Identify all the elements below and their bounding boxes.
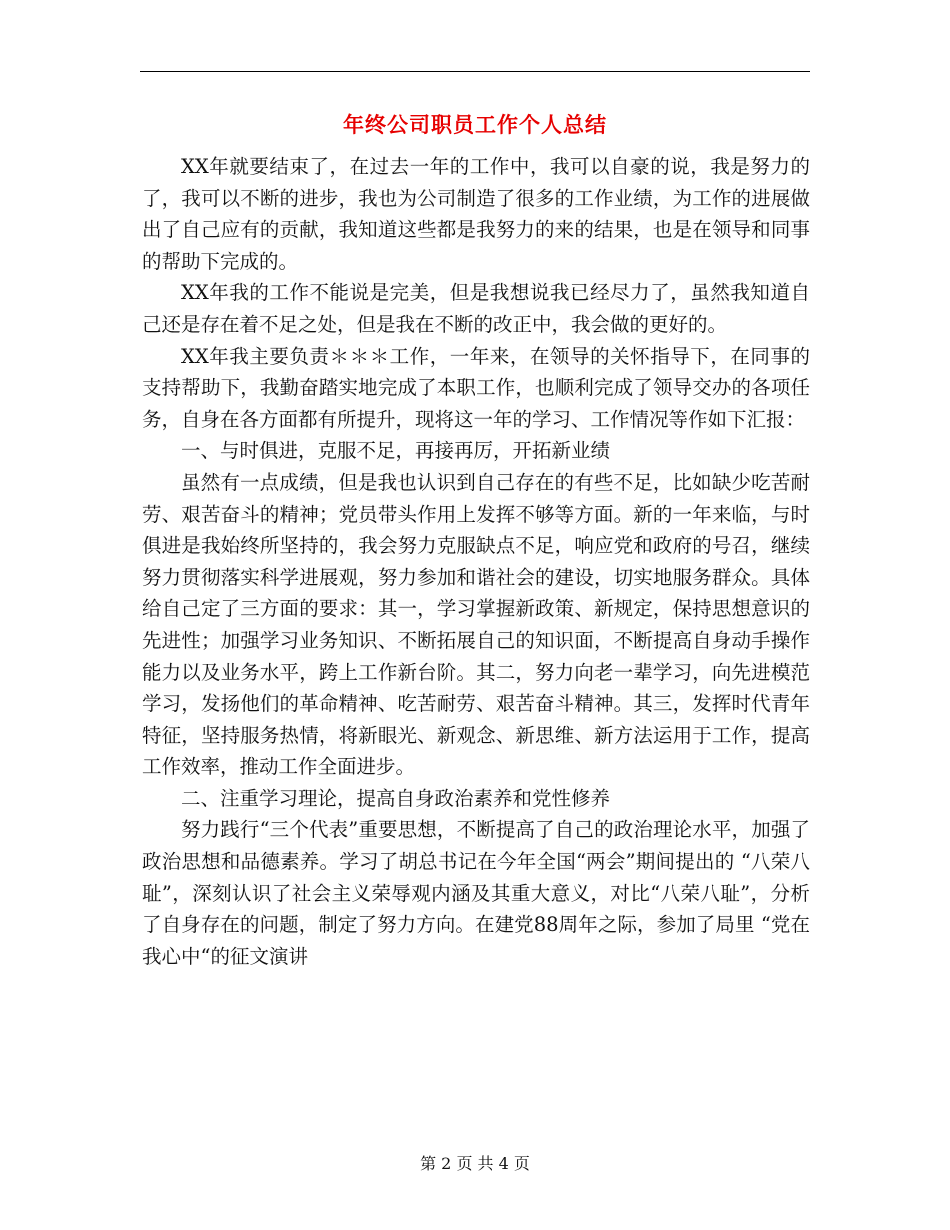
section-heading: 二、注重学习理论，提高自身政治素养和党性修养	[181, 786, 611, 810]
document-body	[142, 151, 810, 972]
paragraph: XX年就要结束了，在过去一年的工作中，我可以自豪的说，我是努力的了，我可以不断的进步，我也为公司制造了很多的工作业绩，为工作的进展做出了自己应有的贡献，我知道这些都是我努力的来的结果，也是在领导和同事的帮助下完成的。	[142, 155, 810, 273]
document-title: 年终公司职员工作个人总结	[343, 113, 607, 137]
paragraph: XX年我的工作不能说是完美，但是我想说我已经尽力了，虽然我知道自己还是存在着不足之处，但是我在不断的改正中，我会做的更好的。	[142, 281, 810, 336]
paragraph: XX年我主要负责＊＊＊工作，一年来，在领导的关怀指导下，在同事的支持帮助下，我勤奋踏实地完成了本职工作，也顺利完成了领导交办的各项任务，自身在各方面都有所提升，现将这一年的学习、工作情况等作如下汇报：	[142, 344, 810, 431]
paragraph: 努力践行“三个代表”重要思想，不断提高了自己的政治理论水平，加强了政治思想和品德素养。学习了胡总书记在今年全国“两会”期间提出的 “八荣八耻”，深刻认识了社会主义荣辱观内涵及其重大意义，对比“八荣八耻”，分析了自身存在的问题，制定了努力方向。在建党88周年之际，参加了局里 “党在我心中“的征文演讲	[142, 818, 810, 968]
paragraph: 虽然有一点成绩，但是我也认识到自己存在的有些不足，比如缺少吃苦耐劳、艰苦奋斗的精神；党员带头作用上发挥不够等方面。新的一年来临，与时俱进是我始终所坚持的，我会努力克服缺点不足，响应党和政府的号召，继续努力贯彻落实科学进展观，努力参加和谐社会的建设，切实地服务群众。具体给自己定了三方面的要求：其一，学习掌握新政策、新规定，保持思想意识的先进性；加强学习业务知识、不断拓展自己的知识面，不断提高自身动手操作能力以及业务水平，跨上工作新台阶。其二，努力向老一辈学习，向先进模范学习，发扬他们的革命精神、吃苦耐劳、艰苦奋斗精神。其三，发挥时代青年特征，坚持服务热情，将新眼光、新观念、新思维、新方法运用于工作，提高工作效率，推动工作全面进步。	[142, 470, 810, 779]
header-rule	[140, 71, 810, 72]
page-footer: 第 2 页 共 4 页	[420, 1154, 530, 1173]
section-heading: 一、与时俱进，克服不足，再接再厉，开拓新业绩	[181, 439, 611, 463]
